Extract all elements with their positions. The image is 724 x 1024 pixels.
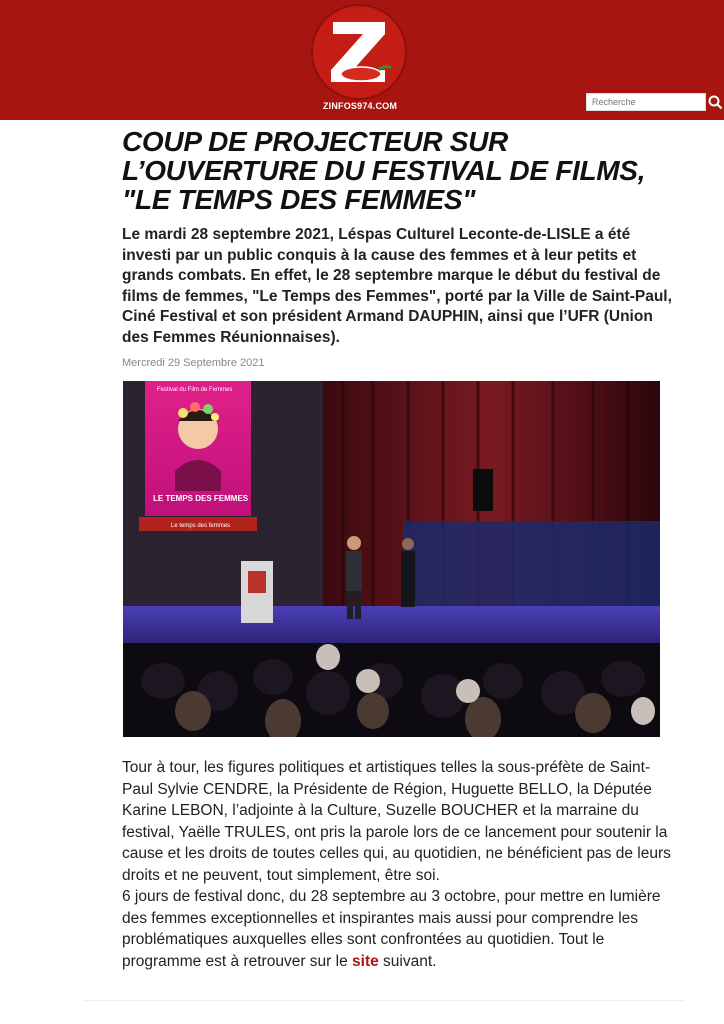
- article-body: [122, 757, 672, 972]
- search-icon[interactable]: [707, 93, 723, 111]
- article-date: Mercredi 29 Septembre 2021: [122, 357, 265, 369]
- stage-banner-text: Le temps des femmes: [171, 523, 231, 529]
- article-title: [122, 127, 682, 214]
- body-paragraph-2: [122, 886, 672, 972]
- title-line-2: L’OUVERTURE DU FESTIVAL DE FILMS,: [122, 155, 646, 186]
- body-paragraph-1: Tour à tour, les figures politiques et artistiques telles la sous-préfète de Saint-Paul Sylvie CENDRE, la Présidente de Région, Huguette BELLO, la Députée Karine LEBON, l’adjointe à la Culture, Suzelle BOUCHER et la marraine du festival, Yaëlle TRULES, ont pris la parole lors de ce lancement pour soutenir la cause et les droits de toutes celles qui, au quotidien, ne bénéficient pas de leurs droits et ne peuvent, tout simplement, être soi.: [122, 759, 671, 884]
- poster-title: LE TEMPS DES FEMMES: [153, 494, 249, 503]
- article-photo[interactable]: [123, 381, 660, 737]
- title-line-1: COUP DE PROJECTEUR SUR: [122, 126, 508, 157]
- poster-subtitle: Festival du Film de Femmes: [157, 387, 233, 393]
- site-link[interactable]: site: [352, 952, 379, 970]
- site-header: [0, 0, 724, 120]
- body-paragraph-2-text: 6 jours de festival donc, du 28 septembre au 3 octobre, pour mettre en lumière des femmes exceptionnelles et inspirantes mais aussi pour comprendre les problématiques auxquelles elles sont confrontées au quotidien. Tout le programme est à retrouver sur le: [122, 888, 661, 970]
- stage-photo-illustration: [123, 381, 660, 737]
- zinfos-logo[interactable]: [311, 4, 407, 100]
- logo-text: ZINFOS974.COM: [322, 101, 398, 111]
- footer-divider: [84, 1000, 684, 1001]
- search-input[interactable]: [586, 93, 706, 111]
- title-line-3: "LE TEMPS DES FEMMES": [122, 184, 476, 215]
- body-paragraph-2-end: suivant.: [383, 952, 437, 970]
- article-lead: Le mardi 28 septembre 2021, Léspas Culturel Leconte-de-LISLE a été investi par un public conquis à la cause des femmes et à leur petits et grands combats. En effet, le 28 septembre marque le début du festival de films de femmes, "Le Temps des Femmes", porté par la Ville de Saint-Paul, Ciné Festival et son président Armand DAUPHIN, ainsi que l’UFR (Union des Femmes Réunionnaises).: [122, 226, 672, 346]
